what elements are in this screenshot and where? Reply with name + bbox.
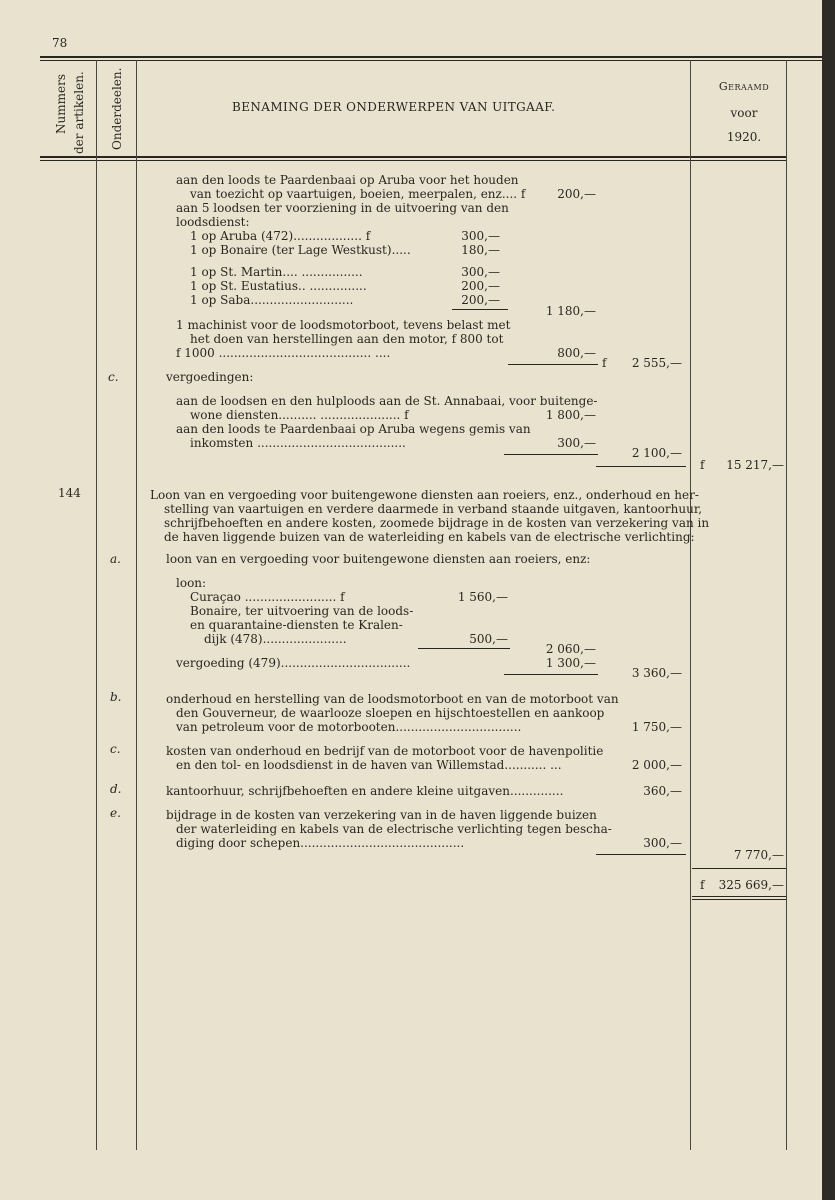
amount: 1 750,— xyxy=(631,720,682,734)
amount: 2 100,— xyxy=(631,446,682,460)
total-rule xyxy=(692,899,786,900)
sub-label: b. xyxy=(110,690,122,704)
text-line: 1 op St. Eustatius.. ............... xyxy=(190,279,367,293)
amount: 300,— xyxy=(557,436,596,450)
amount: 2 060,— xyxy=(545,642,596,656)
sum-rule xyxy=(504,454,598,455)
text-line: Loon van en vergoeding voor buitengewone diensten aan roeiers, enz., onderhoud en her- xyxy=(150,488,699,502)
amount: 200,— xyxy=(461,279,500,293)
text-line: van petroleum voor de motorbooten................................. xyxy=(176,720,522,734)
text-line: dijk (478)...................... xyxy=(204,632,347,646)
amount: 300,— xyxy=(461,229,500,243)
text-line: 1 op Bonaire (ter Lage Westkust)..... xyxy=(190,243,411,257)
sum-rule xyxy=(452,309,508,310)
text-line: het doen van herstellingen aan den motor, f 800 tot xyxy=(190,332,504,346)
text-line: 1 machinist voor de loodsmotorboot, tevens belast met xyxy=(176,318,511,332)
text-line: en quarantaine-diensten te Kralen- xyxy=(190,618,403,632)
grand-total: 325 669,— xyxy=(718,878,784,892)
sum-rule xyxy=(418,648,510,649)
header-voor: voor xyxy=(730,106,758,120)
text-line: van toezicht op vaartuigen, boeien, meerpalen, enz.... f xyxy=(190,187,526,201)
top-rule-thin xyxy=(40,60,822,61)
amount: 360,— xyxy=(643,784,682,798)
amount: 3 360,— xyxy=(631,666,682,680)
amount: 800,— xyxy=(557,346,596,360)
amount: 1 560,— xyxy=(457,590,508,604)
sum-rule xyxy=(508,364,598,365)
sum-rule xyxy=(504,674,598,675)
text-line: kosten van onderhoud en bedrijf van de motorboot voor de havenpolitie xyxy=(166,744,604,758)
text-line: Curaçao ........................ f xyxy=(190,590,345,604)
sum-rule xyxy=(596,466,686,467)
text-line: aan den loods te Paardenbaai op Aruba wegens gemis van xyxy=(176,422,531,436)
header-onderdeelen: Onderdeelen. xyxy=(110,67,124,150)
sub-label: d. xyxy=(110,782,122,796)
sub-label: c. xyxy=(108,370,119,384)
column-line xyxy=(136,60,137,1150)
currency-f: f xyxy=(602,356,607,370)
amount: 2 555,— xyxy=(631,356,682,370)
text-line: Bonaire, ter uitvoering van de loods- xyxy=(190,604,414,618)
currency-f: f xyxy=(700,878,705,892)
text-line: stelling van vaartuigen en verdere daarmede in verband staande uitgaven, kantoorhuur, xyxy=(164,502,703,516)
text-line: en den tol- en loodsdienst in de haven van Willemstad........... ... xyxy=(176,758,562,772)
header-benaming: BENAMING DER ONDERWERPEN VAN UITGAAF. xyxy=(232,100,556,114)
amount: 7 770,— xyxy=(733,848,784,862)
text-line: schrijfbehoeften en andere kosten, zoomede bijdrage in de kosten van verzekering van in xyxy=(164,516,710,530)
amount: 500,— xyxy=(469,632,508,646)
total-rule xyxy=(692,896,786,897)
text-line: wone diensten.......... ..................... f xyxy=(190,408,409,422)
sub-label: e. xyxy=(110,806,121,820)
text-line: aan den loods te Paardenbaai op Aruba voor het houden xyxy=(176,173,519,187)
sub-label: c. xyxy=(110,742,121,756)
column-line xyxy=(786,60,787,1150)
text-line: der waterleiding en kabels van de electrische verlichting tegen bescha- xyxy=(176,822,612,836)
amount: 200,— xyxy=(461,293,500,307)
text-line: de haven liggende buizen van de waterleiding en kabels van de electrische verlichting: xyxy=(164,530,695,544)
header-year: 1920. xyxy=(726,130,762,144)
page-number: 78 xyxy=(52,36,68,50)
page-edge xyxy=(822,0,835,1200)
text-line: vergoedingen: xyxy=(166,370,254,384)
sub-label: a. xyxy=(110,552,121,566)
amount: 1 800,— xyxy=(545,408,596,422)
amount: 1 180,— xyxy=(545,304,596,318)
text-line: bijdrage in de kosten van verzekering van in de haven liggende buizen xyxy=(166,808,597,822)
header-nummers-1: Nummers xyxy=(54,74,68,134)
header-geraamd: Geraamd xyxy=(718,80,770,93)
amount: 200,— xyxy=(557,187,596,201)
sum-rule xyxy=(596,854,686,855)
header-rule xyxy=(40,156,786,158)
text-line: vergoeding (479).................................. xyxy=(176,656,411,670)
header-nummers-2: der artikelen. xyxy=(72,71,86,154)
text-line: onderhoud en herstelling van de loodsmotorboot en van de motorboot van xyxy=(166,692,619,706)
text-line: aan de loodsen en den hulploods aan de St. Annabaai, voor buitenge- xyxy=(176,394,598,408)
sum-rule xyxy=(692,868,786,869)
currency-f: f xyxy=(700,458,705,472)
text-line: loon van en vergoeding voor buitengewone diensten aan roeiers, enz: xyxy=(166,552,591,566)
amount: 15 217,— xyxy=(726,458,784,472)
text-line: 1 op Aruba (472).................. f xyxy=(190,229,371,243)
text-line: aan 5 loodsen ter voorziening in de uitvoering van den xyxy=(176,201,509,215)
text-line: 1 op Saba........................... xyxy=(190,293,354,307)
amount: 300,— xyxy=(461,265,500,279)
column-line xyxy=(96,60,97,1150)
text-line: loodsdienst: xyxy=(176,215,250,229)
text-line: f 1000 ........................................ .... xyxy=(176,346,391,360)
amount: 1 300,— xyxy=(545,656,596,670)
text-line: 1 op St. Martin.... ................ xyxy=(190,265,363,279)
amount: 2 000,— xyxy=(631,758,682,772)
amount: 300,— xyxy=(643,836,682,850)
amount: 180,— xyxy=(461,243,500,257)
text-line: kantoorhuur, schrijfbehoeften en andere kleine uitgaven.............. xyxy=(166,784,564,798)
article-number: 144 xyxy=(58,486,81,500)
top-rule xyxy=(40,56,822,58)
text-line: diging door schepen........................................... xyxy=(176,836,465,850)
text-line: den Gouverneur, de waarlooze sloepen en hijschtoestellen en aankoop xyxy=(176,706,605,720)
header-rule-thin xyxy=(40,160,786,161)
column-line xyxy=(690,60,691,1150)
text-line: loon: xyxy=(176,576,207,590)
text-line: inkomsten ....................................... xyxy=(190,436,406,450)
